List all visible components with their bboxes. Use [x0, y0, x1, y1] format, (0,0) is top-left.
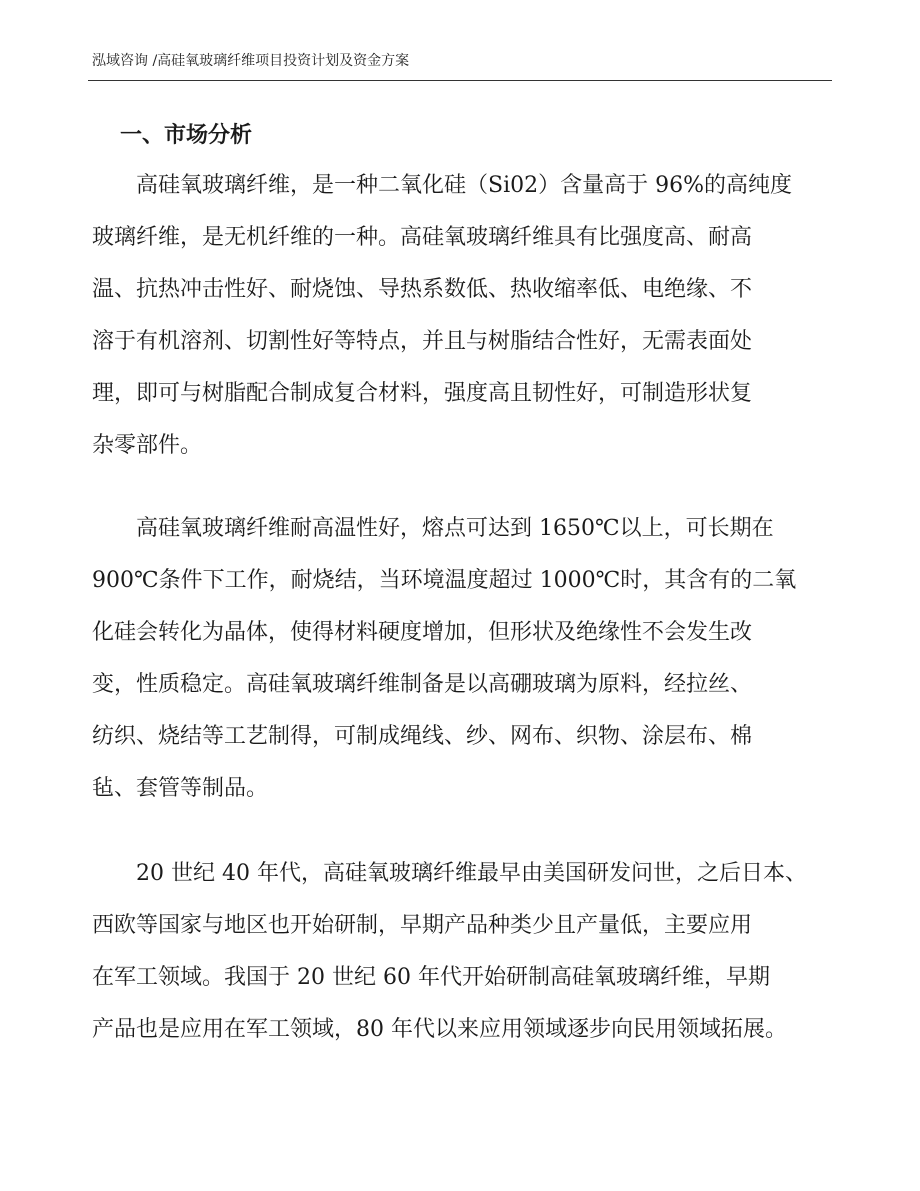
section-title: 一、市场分析 [120, 122, 253, 148]
paragraph-line: 温、抗热冲击性好、耐烧蚀、导热系数低、热收缩率低、电绝缘、不 [92, 277, 753, 302]
running-header: 泓域咨询 /高硅氧玻璃纤维项目投资计划及资金方案 [92, 53, 410, 69]
paragraph-line: 杂零部件。 [92, 433, 203, 458]
paragraph-line: 20 世纪 40 年代，高硅氧玻璃纤维最早由美国研发问世，之后日本、 [92, 861, 807, 886]
paragraph-line: 毡、套管等制品。 [92, 776, 269, 801]
paragraph-line: 理，即可与树脂配合制成复合材料，强度高且韧性好，可制造形状复 [92, 381, 753, 406]
paragraph-line: 产品也是应用在军工领域，80 年代以来应用领域逐步向民用领域拓展。 [92, 1017, 787, 1042]
paragraph-line: 纺织、烧结等工艺制得，可制成绳线、纱、网布、织物、涂层布、棉 [92, 724, 753, 749]
paragraph-1 [92, 160, 834, 472]
paragraph-line: 化硅会转化为晶体，使得材料硬度增加，但形状及绝缘性不会发生改 [92, 620, 753, 645]
paragraph-line: 变，性质稳定。高硅氧玻璃纤维制备是以高硼玻璃为原料，经拉丝、 [92, 672, 753, 697]
paragraph-3 [92, 848, 834, 1056]
paragraph-line: 玻璃纤维，是无机纤维的一种。高硅氧玻璃纤维具有比强度高、耐高 [92, 225, 753, 250]
header-divider [88, 80, 832, 81]
paragraph-line: 在军工领域。我国于 20 世纪 60 年代开始研制高硅氧玻璃纤维，早期 [92, 965, 770, 990]
paragraph-line: 高硅氧玻璃纤维，是一种二氧化硅（Si02）含量高于 96%的高纯度 [92, 173, 792, 198]
paragraph-line: 高硅氧玻璃纤维耐高温性好，熔点可达到 1650℃以上，可长期在 [92, 516, 774, 541]
paragraph-line: 900℃条件下工作，耐烧结，当环境温度超过 1000℃时，其含有的二氧 [92, 568, 797, 593]
paragraph-2 [92, 503, 834, 815]
paragraph-line: 溶于有机溶剂、切割性好等特点，并且与树脂结合性好，无需表面处 [92, 329, 753, 354]
paragraph-line: 西欧等国家与地区也开始研制，早期产品种类少且产量低，主要应用 [92, 913, 753, 938]
